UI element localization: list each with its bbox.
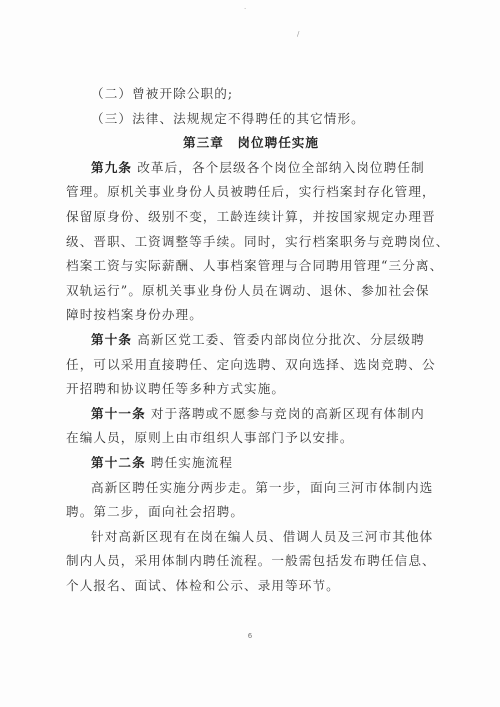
article-12-line: 制内人员，采用体制内聘任流程。一般需包括发布聘任信息、 [66,553,436,569]
scan-mark: / [297,30,300,38]
chapter-heading: 第三章 岗位聘任实施 [183,135,319,151]
article-9-line [66,156,436,181]
article-12-line: 个人报名、面试、体检和公示、录用等环节。 [66,577,340,593]
article-title: 聘任实施流程 [145,454,234,470]
article-9-line: 保留原身份、级别不变，工龄连续计算，并按国家规定办理晋 [66,208,436,224]
article-10-line: 任，可以采用直接聘任、定向选聘、双向选择、选岗竞聘、公 [66,356,436,372]
article-11 [66,402,436,451]
article-9 [66,156,450,328]
scan-mark: · [244,5,247,13]
article-text: 对于落聘或不愿参与竞岗的高新区现有体制内 [145,405,425,421]
article-9-line: 障时按档案身份办理。 [66,307,203,323]
article-10-line [66,328,436,353]
article-11-line [66,402,436,427]
article-11-line: 在编人员，原则上由市组织人事部门予以安排。 [66,430,354,446]
document-body [66,82,450,598]
article-9-line: 档案工资与实际薪酬、人事档案管理与合同聘用管理“三分离、 [66,258,444,274]
article-label: 第十一条 [91,405,146,421]
page-number: 6 [247,632,253,640]
article-label: 第十二条 [91,454,146,470]
article-12-line: 高新区聘任实施分两步走。第一步，面向三河市体制内选 [91,479,434,495]
article-12-heading [66,451,436,476]
article-12-line: 聘。第二步，面向社会招聘。 [66,504,245,520]
article-label: 第十条 [91,331,133,347]
article-text: 改革后，各个层级各个岗位全部纳入岗位聘任制 [132,159,425,175]
list-item-2: （二）曾被开除公职的; [91,86,234,101]
article-10 [66,328,436,402]
article-10-line: 开招聘和协议聘任等多种方式实施。 [66,381,286,397]
article-label: 第九条 [91,159,133,175]
article-12 [66,451,436,599]
article-9-line: 级、晋职、工资调整等手续。同时，实行档案职务与竞聘岗位、 [66,233,450,249]
list-item-3: （三）法律、法规规定不得聘任的其它情形。 [91,110,365,126]
article-12-line: 针对高新区现有在岗在编人员、借调人员及三河市其他体 [91,528,434,544]
article-text: 高新区党工委、管委内部岗位分批次、分层级聘 [132,331,425,347]
article-9-line: 双轨运行”。原机关事业身份人员在调动、退休、参加社会保 [66,282,430,298]
article-9-line: 管理。原机关事业身份人员被聘任后，实行档案封存化管理， [66,184,436,200]
